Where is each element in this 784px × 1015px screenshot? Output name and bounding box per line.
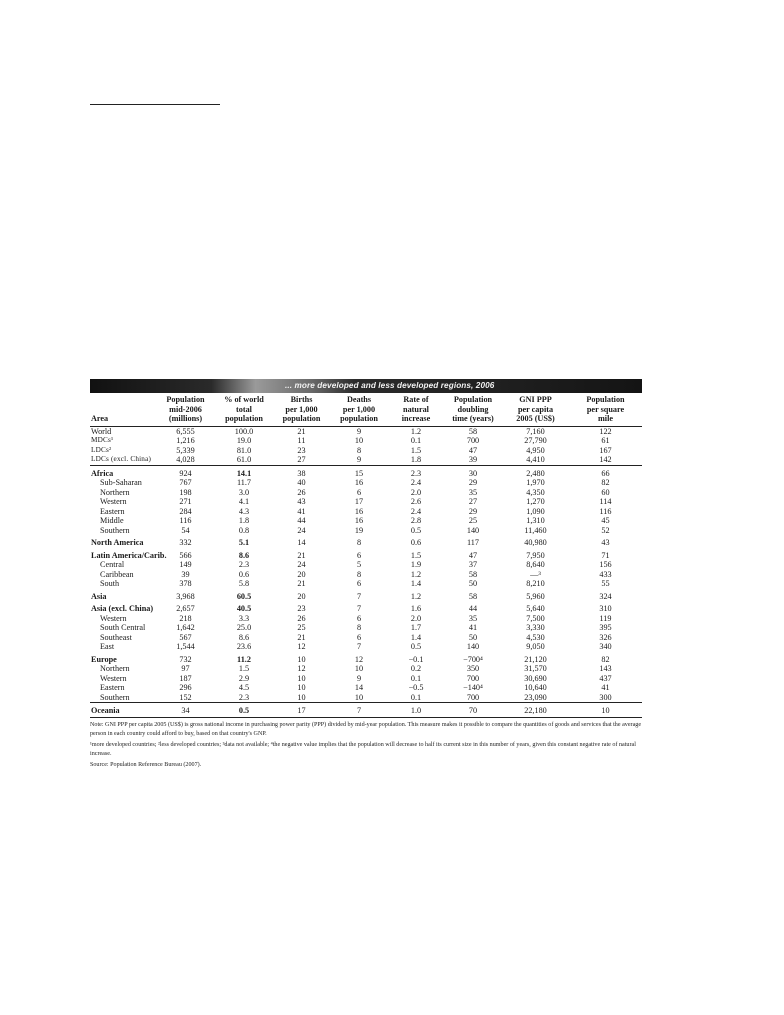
cell-births: 21 — [297, 632, 306, 642]
cell-pop: 34 — [156, 703, 215, 718]
cell-gni: 4,350 — [526, 487, 545, 497]
cell-deaths: 5 — [356, 560, 362, 569]
cell-gni: 10,640 — [524, 683, 547, 692]
cell-rate: 0.1 — [410, 673, 422, 683]
cell-pop: 4,028 — [176, 455, 195, 464]
cell-births: 12 — [297, 664, 306, 673]
cell-pct: 0.6 — [238, 569, 250, 579]
cell-rate: 0.1 — [410, 692, 422, 702]
cell-pop: 187 — [179, 673, 192, 683]
cell-pct: 40.5 — [236, 604, 252, 613]
header-births: Births per 1,000 population — [273, 393, 330, 426]
cell-density: 122 — [599, 426, 612, 436]
cell-deaths: 10 — [354, 664, 364, 673]
table-row — [90, 507, 642, 517]
cell-area: Southern — [100, 525, 130, 535]
cell-gni: 27,790 — [524, 436, 547, 445]
cell-pop: 732 — [179, 654, 192, 664]
cell-area: Western — [100, 613, 127, 623]
cell-deaths: 8 — [356, 538, 362, 547]
cell-gni: 2,480 — [502, 465, 569, 478]
cell-area: Asia — [91, 591, 107, 601]
cell-rate: 2.3 — [388, 465, 444, 478]
cell-doubling: 37 — [468, 560, 478, 569]
cell-pop: 271 — [179, 497, 192, 506]
table-row — [90, 693, 642, 703]
table-row — [90, 579, 642, 589]
cell-deaths: 16 — [354, 478, 364, 487]
cell-density: 119 — [599, 613, 612, 623]
cell-gni: 31,570 — [524, 664, 547, 673]
cell-gni: 4,410 — [526, 455, 545, 464]
cell-rate: 1.5 — [410, 550, 422, 560]
cell-density: 43 — [601, 538, 610, 547]
cell-births: 26 — [297, 613, 306, 623]
cell-doubling: 47 — [468, 550, 478, 560]
cell-deaths: 7 — [356, 642, 362, 651]
cell-pct: 5.1 — [238, 538, 250, 547]
cell-doubling: 27 — [468, 497, 478, 506]
cell-density: 66 — [569, 465, 642, 478]
cell-doubling: 140 — [466, 525, 480, 535]
table-row — [90, 426, 642, 436]
cell-pop: 332 — [179, 538, 192, 547]
cell-pop: 566 — [179, 550, 192, 560]
cell-pop: 149 — [179, 560, 192, 569]
cell-deaths: 8 — [356, 569, 362, 579]
cell-births: 10 — [297, 654, 306, 664]
cell-births: 41 — [297, 506, 306, 516]
cell-rate: 1.8 — [410, 455, 422, 464]
cell-births: 21 — [297, 579, 306, 588]
cell-area: LDCs² — [91, 445, 112, 454]
cell-pct: 19.0 — [236, 436, 252, 445]
cell-pct: 61.0 — [236, 455, 252, 464]
cell-gni: 3,330 — [526, 623, 545, 632]
cell-doubling: 29 — [468, 506, 478, 516]
cell-gni: 4,530 — [526, 632, 545, 642]
header-doubling-time: Population doubling time (years) — [444, 393, 502, 426]
cell-doubling: 700 — [466, 673, 480, 683]
cell-density: 10 — [569, 703, 642, 718]
cell-density: 433 — [599, 569, 612, 579]
cell-area: Central — [100, 560, 125, 569]
cell-area: East — [100, 642, 115, 651]
cell-gni: 21,120 — [524, 654, 547, 664]
cell-births: 24 — [297, 525, 306, 535]
table-row — [90, 570, 642, 580]
cell-pct: 1.8 — [238, 516, 250, 525]
cell-deaths: 6 — [356, 487, 362, 497]
cell-density: 437 — [599, 673, 612, 683]
table-row — [90, 642, 642, 652]
cell-deaths: 14 — [354, 683, 364, 692]
cell-doubling: −140⁴ — [463, 683, 483, 692]
table-row — [90, 465, 642, 478]
cell-rate: 1.9 — [410, 560, 422, 569]
cell-rate: 1.7 — [410, 623, 422, 632]
note-gni: Note: GNI PPP per capita 2005 (US$) is gross national income in purchasing power parity (PPP) divided by mid-year population. This measure makes it possible to compare the quantities of goods and services that the average person in each country could afford to buy, based on that country's GNP. — [90, 721, 642, 737]
cell-density: 82 — [601, 654, 610, 664]
cell-gni: 8,210 — [526, 579, 545, 588]
cell-pct: 14.1 — [215, 465, 273, 478]
cell-births: 10 — [297, 673, 306, 683]
cell-doubling: 140 — [466, 642, 480, 651]
cell-births: 17 — [273, 703, 330, 718]
cell-doubling: 50 — [468, 579, 478, 588]
cell-area: North America — [91, 538, 144, 547]
cell-rate: 2.6 — [410, 497, 422, 506]
cell-doubling: 70 — [444, 703, 502, 718]
cell-pct: 2.3 — [238, 692, 250, 702]
cell-gni: 7,500 — [526, 613, 545, 623]
cell-pct: 2.3 — [238, 560, 250, 569]
header-row — [90, 393, 642, 426]
cell-rate: 0.6 — [410, 538, 422, 547]
cell-doubling: 50 — [468, 632, 478, 642]
cell-pct: 3.3 — [238, 613, 250, 623]
cell-doubling: 25 — [468, 516, 478, 525]
cell-pct: 0.8 — [238, 525, 250, 535]
table-row — [90, 516, 642, 526]
cell-area: Caribbean — [100, 569, 134, 579]
cell-pct: 100.0 — [234, 426, 254, 436]
cell-area: Western — [100, 673, 127, 683]
cell-rate: −0.1 — [408, 654, 424, 664]
cell-pct: 60.5 — [236, 591, 252, 601]
cell-density: 82 — [601, 478, 610, 487]
cell-pop: 218 — [179, 613, 192, 623]
header-rate-natural-increase: Rate of natural increase — [388, 393, 444, 426]
cell-births: 38 — [273, 465, 330, 478]
cell-density: 310 — [599, 604, 612, 613]
cell-rate: 0.5 — [410, 642, 422, 651]
table-row — [90, 683, 642, 693]
cell-doubling: 58 — [468, 569, 478, 579]
cell-deaths: 9 — [356, 426, 362, 436]
cell-rate: 1.2 — [410, 569, 422, 579]
cell-births: 23 — [297, 604, 306, 613]
cell-gni: 5,640 — [526, 604, 545, 613]
cell-pct: 0.5 — [215, 703, 273, 718]
cell-rate: 0.2 — [410, 664, 422, 673]
cell-density: 60 — [601, 487, 610, 497]
cell-pop: 924 — [156, 465, 215, 478]
cell-doubling: 30 — [444, 465, 502, 478]
table-row — [90, 488, 642, 498]
cell-area: MDCs¹ — [91, 436, 114, 444]
cell-area: Western — [100, 497, 127, 506]
cell-gni: 1,970 — [526, 478, 545, 487]
cell-density: 340 — [599, 642, 612, 651]
cell-pct: 81.0 — [236, 445, 252, 455]
cell-births: 43 — [297, 497, 306, 506]
cell-density: 71 — [601, 550, 610, 560]
cell-rate: 2.0 — [410, 487, 422, 497]
cell-doubling: −700⁴ — [463, 654, 483, 664]
cell-density: 326 — [599, 632, 612, 642]
cell-rate: 2.4 — [410, 506, 422, 516]
cell-gni: 40,980 — [524, 538, 547, 547]
cell-births: 21 — [297, 426, 306, 436]
cell-doubling: 47 — [468, 445, 478, 455]
cell-deaths: 17 — [354, 497, 364, 506]
cell-pop: 567 — [179, 632, 192, 642]
cell-rate: 2.0 — [410, 613, 422, 623]
cell-pct: 2.9 — [238, 673, 250, 683]
cell-area: Europe — [91, 654, 117, 664]
cell-doubling: 35 — [468, 487, 478, 497]
cell-gni: 4,950 — [526, 445, 545, 455]
table-row — [90, 497, 642, 507]
cell-pct: 11.2 — [237, 654, 251, 664]
cell-pop: 39 — [181, 569, 190, 579]
table-row — [90, 664, 642, 674]
cell-area: Eastern — [100, 506, 125, 516]
cell-rate: 1.6 — [410, 604, 422, 613]
cell-rate: 1.4 — [410, 632, 422, 642]
cell-gni: 1,090 — [526, 506, 545, 516]
cell-births: 23 — [297, 445, 306, 455]
cell-pct: 25.0 — [236, 623, 252, 632]
cell-pop: 284 — [179, 506, 192, 516]
table-row — [90, 526, 642, 536]
cell-area: Southeast — [100, 632, 132, 642]
cell-pop: 2,657 — [176, 604, 195, 613]
cell-area: Eastern — [100, 683, 125, 692]
cell-pct: 4.5 — [238, 683, 250, 692]
cell-gni: 7,160 — [526, 426, 545, 436]
cell-rate: 0.5 — [410, 525, 422, 535]
cell-gni: 1,310 — [526, 516, 545, 525]
cell-density: 55 — [601, 579, 610, 588]
cell-births: 40 — [297, 478, 306, 487]
cell-gni: 5,960 — [526, 591, 545, 601]
cell-pop: 767 — [179, 478, 192, 487]
cell-density: 167 — [599, 445, 612, 455]
table-row — [90, 652, 642, 665]
cell-doubling: 117 — [467, 538, 479, 547]
header-population: Population mid-2006 (millions) — [156, 393, 215, 426]
cell-gni: 23,090 — [524, 692, 547, 702]
cell-deaths: 15 — [330, 465, 388, 478]
cell-pct: 8.6 — [238, 632, 250, 642]
cell-doubling: 44 — [468, 604, 478, 613]
cell-pct: 23.6 — [236, 642, 252, 651]
cell-density: 142 — [599, 455, 612, 464]
header-gni-ppp: GNI PPP per capita 2005 (US$) — [502, 393, 569, 426]
table-notes — [90, 721, 642, 770]
cell-rate: 2.8 — [410, 516, 422, 525]
cell-doubling: 700 — [466, 436, 480, 445]
cell-pop: 3,968 — [176, 591, 195, 601]
cell-deaths: 16 — [354, 516, 364, 525]
cell-area: World — [91, 426, 112, 436]
cell-area: LDCs (excl. China) — [91, 455, 152, 463]
cell-density: 156 — [599, 560, 612, 569]
cell-area: Asia (excl. China) — [91, 604, 154, 613]
cell-pop: 116 — [179, 516, 192, 525]
table-row — [90, 436, 642, 446]
population-table-block — [90, 379, 642, 772]
table-caption: ... more developed and less developed regions, 2006 — [285, 381, 495, 390]
cell-doubling: 41 — [468, 623, 478, 632]
cell-pop: 97 — [181, 664, 190, 673]
cell-density: 61 — [601, 436, 610, 445]
cell-area: Latin America/Carib. — [91, 550, 167, 560]
cell-pct: 4.3 — [238, 506, 250, 516]
header-density: Population per square mile — [569, 393, 642, 426]
cell-pop: 378 — [179, 579, 192, 588]
note-footnotes: ¹more developed countries; ²less developed countries; ³data not available; ⁴the negative value implies that the population will decrease to half its current size in this number of years, given this constant negative rate of natural increase. — [90, 741, 636, 757]
cell-density: 300 — [599, 692, 612, 702]
cell-births: 11 — [297, 436, 306, 445]
cell-area: South Central — [100, 623, 146, 632]
cell-gni: 8,640 — [526, 560, 545, 569]
cell-births: 12 — [297, 642, 306, 651]
table-row — [90, 560, 642, 570]
cell-births: 25 — [297, 623, 306, 632]
table-row — [90, 674, 642, 684]
cell-area: South — [100, 579, 120, 588]
cell-pop: 1,216 — [176, 436, 195, 445]
table-caption-bar — [90, 379, 642, 393]
cell-births: 26 — [297, 487, 306, 497]
cell-gni: —³ — [530, 569, 541, 579]
cell-deaths: 7 — [356, 604, 362, 613]
cell-pop: 1,544 — [176, 642, 195, 651]
cell-deaths: 19 — [354, 525, 364, 535]
cell-deaths: 6 — [356, 632, 362, 642]
cell-density: 143 — [599, 664, 612, 673]
cell-pct: 3.0 — [238, 487, 250, 497]
table-row — [90, 548, 642, 561]
note-source: Source: Population Reference Bureau (2007). — [90, 761, 202, 768]
cell-births: 10 — [297, 692, 306, 702]
cell-gni: 1,270 — [526, 497, 545, 506]
cell-pop: 1,642 — [176, 623, 195, 632]
cell-deaths: 8 — [356, 445, 362, 455]
cell-density: 52 — [601, 525, 610, 535]
cell-doubling: 35 — [468, 613, 478, 623]
cell-pop: 54 — [181, 525, 190, 535]
table-row — [90, 633, 642, 643]
cell-pct: 5.8 — [238, 579, 250, 588]
top-rule — [90, 104, 220, 105]
cell-deaths: 7 — [330, 703, 388, 718]
cell-gni: 7,950 — [526, 550, 545, 560]
cell-density: 41 — [601, 683, 610, 692]
cell-area: Sub-Saharan — [100, 478, 142, 487]
cell-gni: 9,050 — [526, 642, 545, 651]
cell-pct: 11.7 — [236, 478, 252, 487]
cell-pop: 152 — [179, 692, 192, 702]
cell-deaths: 9 — [356, 455, 362, 464]
table-row — [90, 478, 642, 488]
cell-pop: 5,339 — [176, 445, 195, 455]
cell-births: 21 — [297, 550, 306, 560]
cell-pop: 296 — [179, 683, 192, 692]
table-row — [90, 614, 642, 624]
cell-doubling: 700 — [466, 692, 480, 702]
cell-density: 395 — [599, 623, 612, 632]
cell-rate: 2.4 — [410, 478, 422, 487]
cell-area: Middle — [100, 516, 124, 525]
table-row — [90, 601, 642, 614]
cell-rate: 1.2 — [410, 591, 422, 601]
cell-rate: 1.2 — [410, 426, 422, 436]
cell-gni: 22,180 — [502, 703, 569, 718]
cell-doubling: 39 — [468, 455, 478, 464]
cell-deaths: 7 — [356, 591, 362, 601]
table-row — [90, 589, 642, 602]
cell-area: Southern — [100, 692, 130, 702]
cell-area: Oceania — [90, 703, 156, 718]
cell-deaths: 6 — [356, 579, 362, 588]
cell-births: 20 — [297, 569, 306, 579]
table-row — [90, 623, 642, 633]
cell-births: 27 — [297, 455, 306, 464]
table-row — [90, 455, 642, 465]
cell-births: 20 — [297, 591, 306, 601]
cell-doubling: 58 — [468, 426, 478, 436]
cell-deaths: 10 — [354, 692, 364, 702]
cell-rate: 1.0 — [388, 703, 444, 718]
cell-pop: 6,555 — [176, 426, 195, 436]
cell-pct: 8.6 — [238, 550, 250, 560]
cell-pct: 4.1 — [238, 497, 250, 506]
cell-doubling: 29 — [468, 478, 478, 487]
header-area: Area — [90, 393, 156, 426]
cell-births: 24 — [297, 560, 306, 569]
cell-gni: 30,690 — [524, 673, 547, 683]
table-row — [90, 446, 642, 456]
cell-area: Africa — [90, 465, 156, 478]
cell-births: 44 — [297, 516, 306, 525]
cell-rate: 1.4 — [410, 579, 422, 588]
cell-deaths: 6 — [356, 613, 362, 623]
cell-doubling: 58 — [468, 591, 478, 601]
cell-pop: 198 — [179, 487, 192, 497]
cell-deaths: 12 — [354, 654, 364, 664]
table-row — [90, 703, 642, 718]
cell-doubling: 350 — [466, 664, 480, 673]
cell-density: 114 — [599, 497, 612, 506]
cell-deaths: 8 — [356, 623, 362, 632]
header-deaths: Deaths per 1,000 population — [330, 393, 388, 426]
cell-deaths: 9 — [356, 673, 362, 683]
cell-gni: 11,460 — [524, 525, 547, 535]
cell-area: Northern — [100, 664, 130, 673]
cell-deaths: 10 — [354, 436, 364, 445]
header-percent-world: % of world total population — [215, 393, 273, 426]
cell-pct: 1.5 — [238, 664, 250, 673]
cell-births: 14 — [297, 538, 306, 547]
cell-density: 116 — [599, 506, 612, 516]
cell-area: Northern — [100, 487, 130, 497]
cell-density: 45 — [601, 516, 610, 525]
cell-density: 324 — [599, 591, 612, 601]
cell-deaths: 6 — [356, 550, 362, 560]
cell-rate: −0.5 — [408, 683, 424, 692]
cell-deaths: 16 — [354, 506, 364, 516]
cell-rate: 1.5 — [410, 445, 422, 455]
table-row — [90, 535, 642, 548]
cell-births: 10 — [297, 683, 306, 692]
population-table — [90, 393, 642, 718]
cell-rate: 0.1 — [410, 436, 422, 445]
